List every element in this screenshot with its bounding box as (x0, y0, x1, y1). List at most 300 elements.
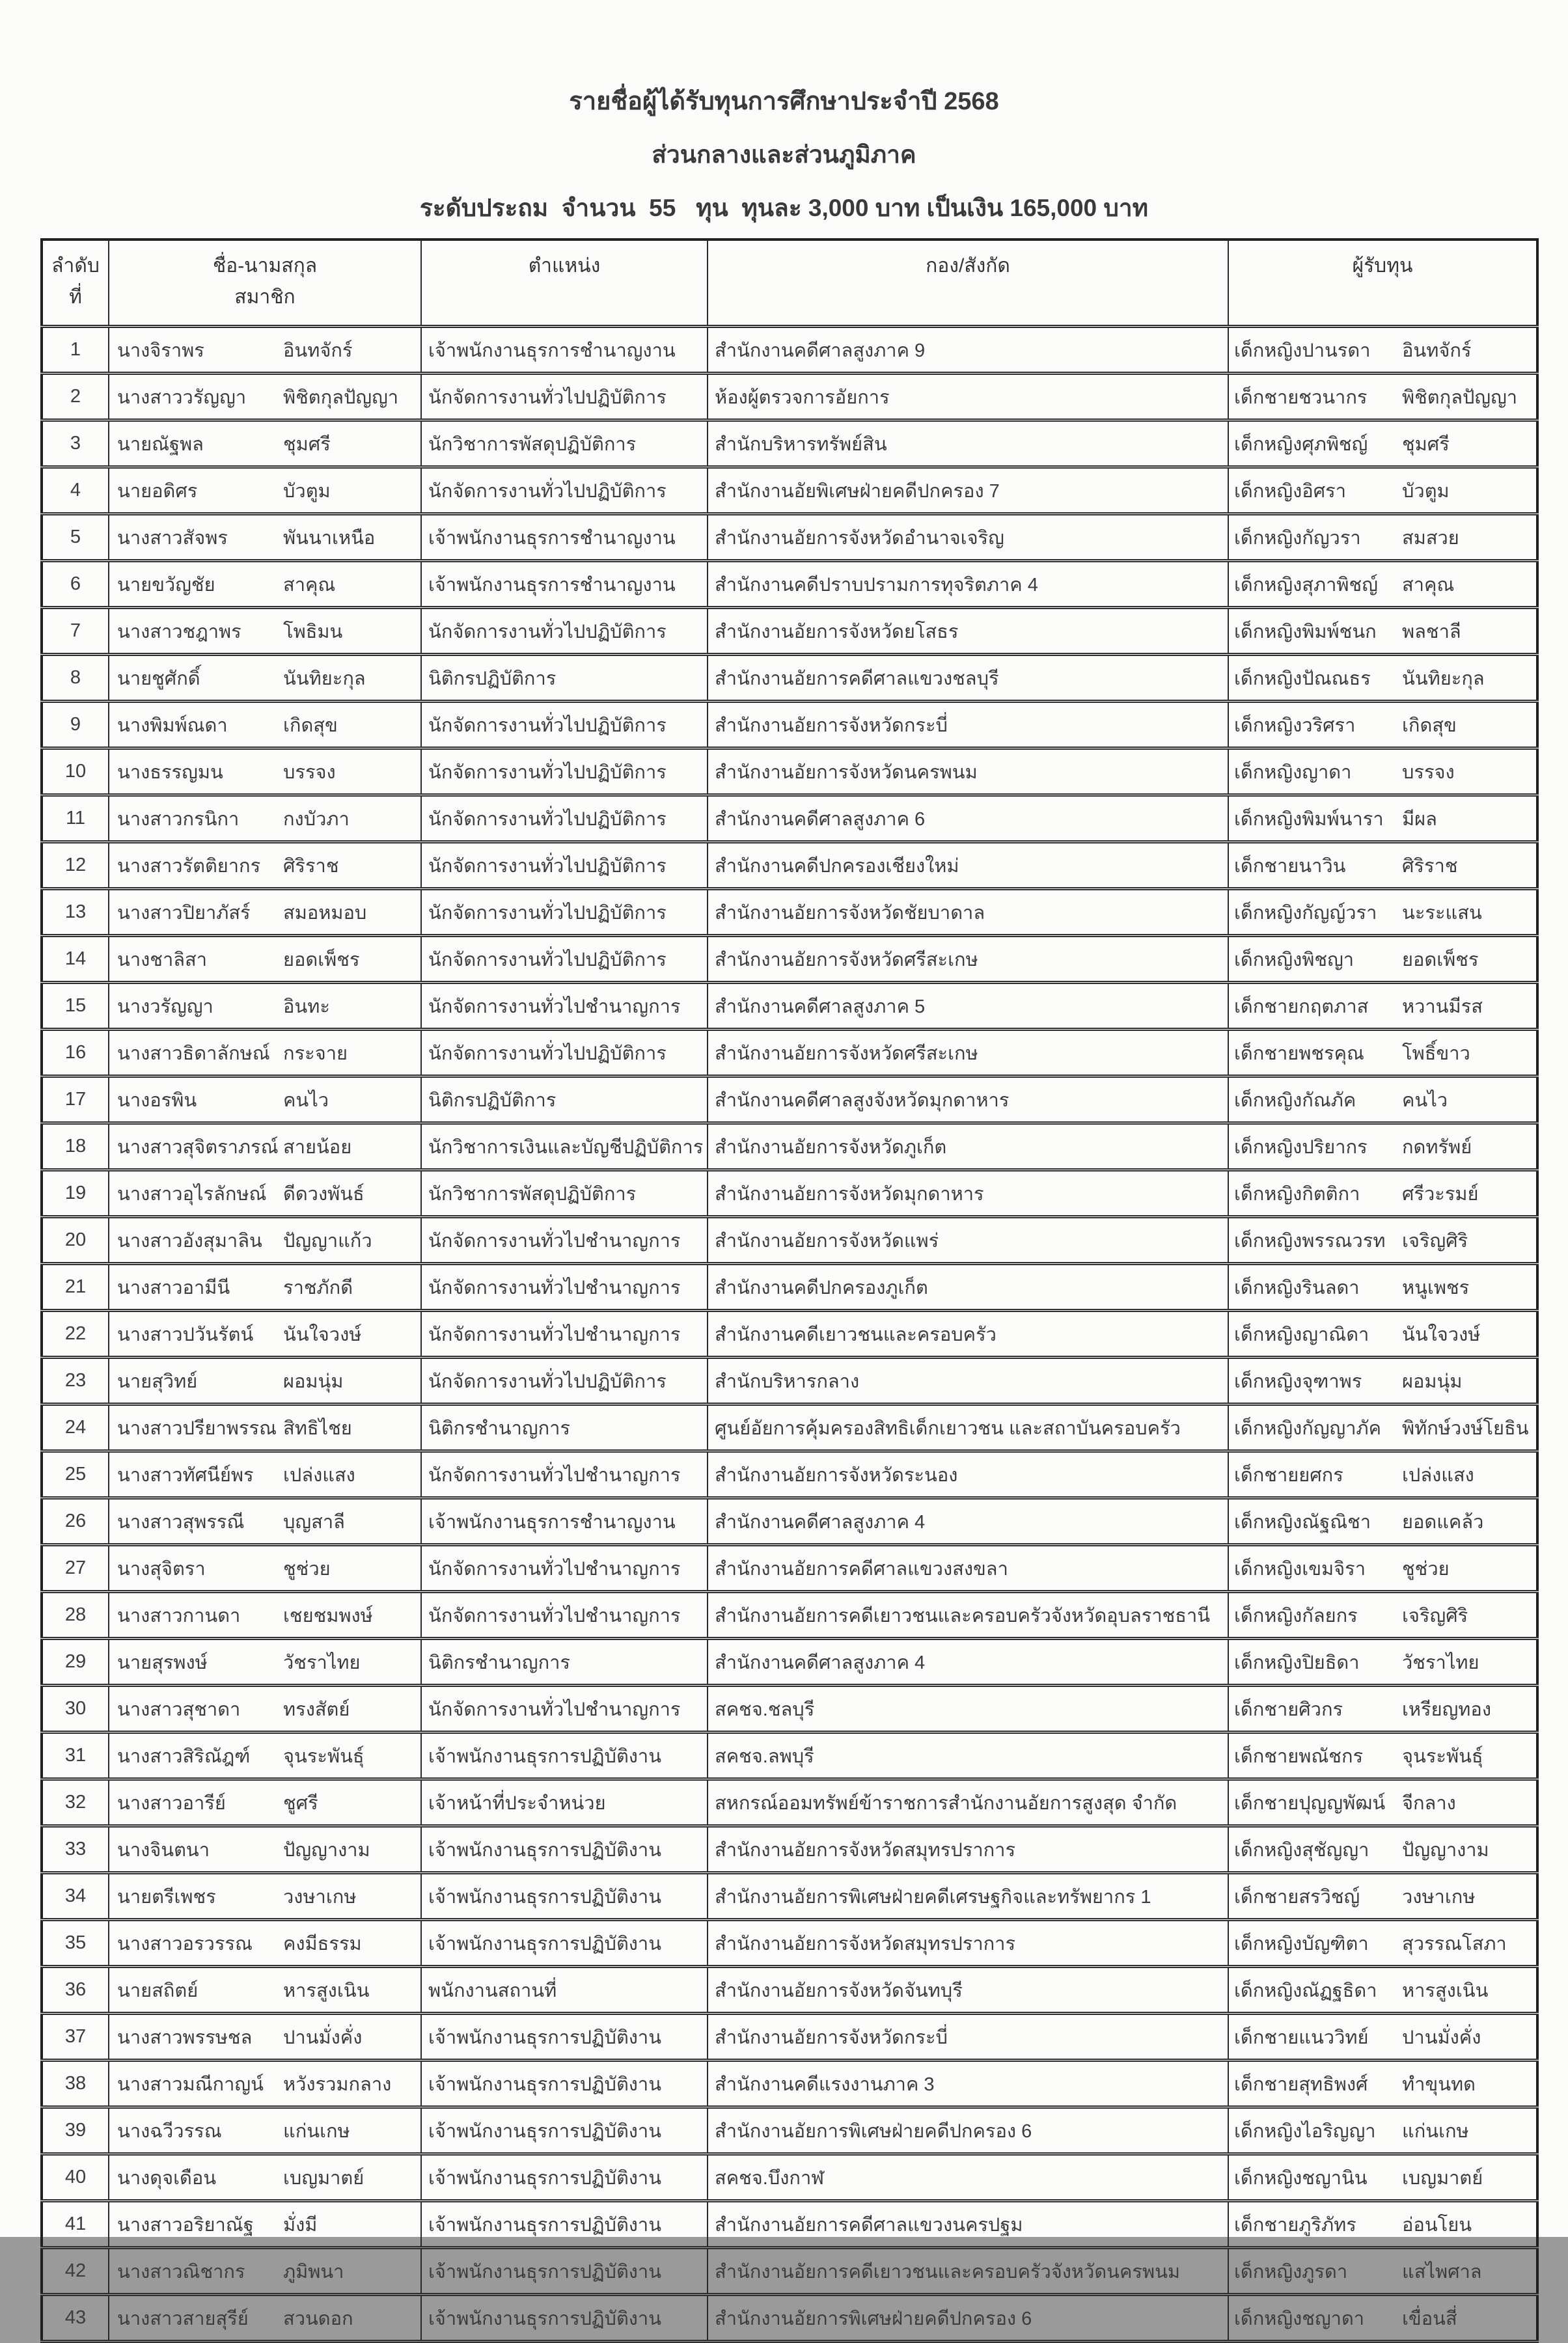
cell-division: สำนักบริหารกลาง (708, 1358, 1228, 1404)
member-last-name: ยอดเพ็ชร (283, 949, 360, 970)
cell-recipient (1228, 1358, 1537, 1404)
cell-row-number: 38 (42, 2061, 109, 2107)
cell-recipient (1228, 655, 1537, 702)
recipient-first-name: เด็กหญิงพิมพ์นารา (1234, 808, 1384, 830)
table-row (42, 983, 1537, 1030)
table-row (42, 1170, 1537, 1217)
recipient-first-name: เด็กหญิงศุภพิชญ์ (1234, 433, 1368, 455)
column-header-recipient-label: ผู้รับทุน (1352, 255, 1413, 277)
table-row (42, 2154, 1537, 2201)
member-last-name: พิชิตกุลปัญญา (283, 387, 399, 408)
table-row (42, 2295, 1537, 2342)
member-last-name: สมอหมอบ (283, 902, 367, 924)
cell-row-number: 42 (42, 2248, 109, 2295)
table-row (42, 2248, 1537, 2295)
cell-recipient (1228, 889, 1537, 936)
member-first-name: นางสาวอุไรลักษณ์ (117, 1183, 267, 1205)
recipient-last-name: ทำขุนทด (1402, 2074, 1476, 2095)
cell-member-name (109, 608, 421, 655)
member-last-name: ชูช่วย (283, 1558, 331, 1580)
member-last-name: เปล่งแสง (283, 1464, 355, 1486)
cell-row-number: 5 (42, 514, 109, 561)
cell-member-name (109, 2154, 421, 2201)
cell-row-number: 15 (42, 983, 109, 1030)
cell-member-name (109, 1311, 421, 1358)
cell-member-name (109, 1920, 421, 1967)
cell-row-number: 25 (42, 1451, 109, 1498)
table-row (42, 1264, 1537, 1311)
table-row (42, 420, 1537, 467)
recipient-first-name: เด็กหญิงกัญวรา (1234, 527, 1361, 549)
recipient-first-name: เด็กหญิงปัณณธร (1234, 668, 1371, 689)
recipient-last-name: ผอมนุ่ม (1402, 1371, 1463, 1392)
cell-position: เจ้าพนักงานธุรการปฏิบัติงาน (421, 1733, 708, 1779)
member-first-name: นางสาวอามีนี (117, 1277, 230, 1298)
table-row (42, 2061, 1537, 2107)
cell-member-name (109, 795, 421, 842)
recipient-last-name: ยอดแคล้ว (1402, 1511, 1484, 1533)
recipient-last-name: เกิดสุข (1402, 715, 1457, 736)
cell-recipient (1228, 514, 1537, 561)
member-first-name: นางสาวสุชาดา (117, 1699, 241, 1720)
member-last-name: กงบัวภา (283, 808, 350, 830)
cell-row-number: 10 (42, 748, 109, 795)
cell-position: นักจัดการงานทั่วไปปฏิบัติการ (421, 936, 708, 983)
column-header-division (708, 240, 1228, 327)
member-last-name: บุญสาลี (283, 1511, 345, 1533)
recipient-first-name: เด็กหญิงญาดา (1234, 761, 1352, 783)
cell-member-name (109, 1826, 421, 1873)
member-first-name: นางอรพิน (117, 1089, 197, 1111)
cell-position: พนักงานสถานที่ (421, 1967, 708, 2014)
cell-member-name (109, 983, 421, 1030)
recipient-first-name: เด็กหญิงปริยากร (1234, 1136, 1368, 1158)
member-first-name: นางวรัญญา (117, 996, 213, 1017)
cell-recipient (1228, 374, 1537, 420)
cell-recipient (1228, 1592, 1537, 1639)
table-header (42, 240, 1537, 327)
recipient-last-name: จุนระพันธุ์ (1402, 1746, 1483, 1767)
recipient-first-name: เด็กหญิงพิมพ์ชนก (1234, 621, 1377, 642)
cell-recipient (1228, 1170, 1537, 1217)
recipient-first-name: เด็กหญิงกัญญ์วรา (1234, 902, 1377, 924)
cell-position: เจ้าพนักงานธุรการปฏิบัติงาน (421, 2107, 708, 2154)
scholarship-recipients-table (40, 238, 1539, 2343)
member-first-name: นางธรรญมน (117, 761, 223, 783)
recipient-last-name: เขื่อนสี่ (1402, 2308, 1457, 2329)
member-first-name: นางสาวมณีกาญน์ (117, 2074, 264, 2095)
recipient-first-name: เด็กชายพชรคุณ (1234, 1043, 1364, 1064)
recipient-last-name: บรรจง (1402, 761, 1455, 783)
member-first-name: นางสาวอารีย์ (117, 1792, 226, 1814)
table-row (42, 702, 1537, 748)
cell-member-name (109, 2014, 421, 2061)
cell-position: เจ้าพนักงานธุรการปฏิบัติงาน (421, 1873, 708, 1920)
member-last-name: กระจาย (283, 1043, 348, 1064)
cell-row-number: 41 (42, 2201, 109, 2248)
cell-position: นิติกรชำนาญการ (421, 1639, 708, 1686)
recipient-first-name: เด็กชายยศกร (1234, 1464, 1343, 1486)
cell-member-name (109, 842, 421, 889)
cell-row-number: 13 (42, 889, 109, 936)
recipient-last-name: ศรีวะรมย์ (1402, 1183, 1479, 1205)
cell-row-number: 36 (42, 1967, 109, 2014)
cell-row-number: 2 (42, 374, 109, 420)
member-last-name: ภูมิพนา (283, 2261, 344, 2282)
cell-row-number: 14 (42, 936, 109, 983)
cell-position: นักจัดการงานทั่วไปปฏิบัติการ (421, 1030, 708, 1076)
cell-division: สำนักงานอัยการพิเศษฝ่ายคดีเศรษฐกิจและทรัพยากร 1 (708, 1873, 1228, 1920)
cell-member-name (109, 748, 421, 795)
recipient-last-name: หนูเพชร (1402, 1277, 1470, 1298)
cell-recipient (1228, 2061, 1537, 2107)
table-row (42, 1311, 1537, 1358)
cell-member-name (109, 2295, 421, 2342)
column-header-division-label: กอง/สังกัด (926, 255, 1010, 277)
recipient-first-name: เด็กหญิงพรรณวรท (1234, 1230, 1386, 1252)
cell-division: สำนักงานอัยการจังหวัดกระบี่ (708, 2014, 1228, 2061)
cell-row-number: 19 (42, 1170, 109, 1217)
cell-position: เจ้าพนักงานธุรการปฏิบัติงาน (421, 2201, 708, 2248)
recipient-last-name: เจริญศิริ (1402, 1230, 1468, 1252)
recipient-last-name: ปานมั่งคั่ง (1402, 2027, 1481, 2048)
cell-recipient (1228, 1123, 1537, 1170)
member-last-name: สิทธิไชย (283, 1418, 352, 1439)
cell-row-number: 8 (42, 655, 109, 702)
cell-row-number: 21 (42, 1264, 109, 1311)
table-row (42, 1451, 1537, 1498)
member-last-name: เกิดสุข (283, 715, 338, 736)
recipient-first-name: เด็กหญิงเขมจิรา (1234, 1558, 1366, 1580)
cell-recipient (1228, 842, 1537, 889)
recipient-first-name: เด็กหญิงญาณิดา (1234, 1324, 1369, 1345)
cell-member-name (109, 374, 421, 420)
cell-member-name (109, 467, 421, 514)
cell-member-name (109, 936, 421, 983)
member-last-name: เชยชมพงษ์ (283, 1605, 373, 1626)
cell-division: สำนักงานอัยการจังหวัดนครพนม (708, 748, 1228, 795)
recipient-last-name: ชูช่วย (1402, 1558, 1450, 1580)
cell-position: เจ้าพนักงานธุรการชำนาญงาน (421, 327, 708, 374)
recipient-last-name: หวานมีรส (1402, 996, 1483, 1017)
table-row (42, 1030, 1537, 1076)
cell-member-name (109, 1217, 421, 1264)
cell-recipient (1228, 1498, 1537, 1545)
cell-division: สำนักงานคดีปราบปรามการทุจริตภาค 4 (708, 561, 1228, 608)
recipient-last-name: มีผล (1402, 808, 1437, 830)
member-last-name: หวังรวมกลาง (283, 2074, 392, 2095)
recipient-last-name: บัวตูม (1402, 480, 1450, 502)
recipient-last-name: นันใจวงษ์ (1402, 1324, 1481, 1345)
member-first-name: นางสาวสิริณัฎฑ์ (117, 1746, 251, 1767)
cell-member-name (109, 1404, 421, 1451)
cell-division: สำนักงานอัยการคดีเยาวชนและครอบครัวจังหวัดอุบลราชธานี (708, 1592, 1228, 1639)
cell-division: สหกรณ์ออมทรัพย์ข้าราชการสำนักงานอัยการสูงสุด จำกัด (708, 1779, 1228, 1826)
cell-division: สำนักงานอัยการคดีศาลแขวงนครปฐม (708, 2201, 1228, 2248)
recipient-first-name: เด็กหญิงจุฑาพร (1234, 1371, 1362, 1392)
cell-division: สำนักงานอัยการจังหวัดระนอง (708, 1451, 1228, 1498)
recipient-first-name: เด็กหญิงพิชญา (1234, 949, 1355, 970)
member-first-name: นางสาวสุจิตราภรณ์ (117, 1136, 279, 1158)
member-last-name: พันนาเหนือ (283, 527, 376, 549)
recipient-first-name: เด็กชายพณัชกร (1234, 1746, 1364, 1767)
cell-division: สคชจ.บึงกาฬ (708, 2154, 1228, 2201)
cell-recipient (1228, 983, 1537, 1030)
cell-row-number: 7 (42, 608, 109, 655)
column-header-member-name-line1: ชื่อ-นามสกุล (212, 255, 318, 277)
page-subtitle: ส่วนกลางและส่วนภูมิภาค (652, 141, 916, 168)
cell-position: นักจัดการงานทั่วไปชำนาญการ (421, 983, 708, 1030)
member-last-name: คนไว (283, 1089, 329, 1111)
cell-division: สำนักงานอัยพิเศษฝ่ายคดีปกครอง 7 (708, 467, 1228, 514)
table-row (42, 1498, 1537, 1545)
cell-member-name (109, 1264, 421, 1311)
member-first-name: นางสาวอรวรรณ (117, 1933, 253, 1954)
cell-division: สำนักงานอัยการพิเศษฝ่ายคดีปกครอง 6 (708, 2295, 1228, 2342)
cell-recipient (1228, 748, 1537, 795)
member-first-name: นางสาวณิชากร (117, 2261, 245, 2282)
table-header-row (42, 240, 1537, 327)
cell-member-name (109, 514, 421, 561)
cell-recipient (1228, 1639, 1537, 1686)
recipient-first-name: เด็กหญิงปานรดา (1234, 340, 1371, 361)
recipient-first-name: เด็กชายนาวิน (1234, 855, 1346, 877)
cell-position: นักจัดการงานทั่วไปชำนาญการ (421, 1217, 708, 1264)
member-last-name: นันทิยะกุล (283, 668, 366, 689)
cell-member-name (109, 1170, 421, 1217)
cell-member-name (109, 702, 421, 748)
cell-recipient (1228, 1451, 1537, 1498)
member-first-name: นายสถิตย์ (117, 1980, 199, 2001)
recipient-first-name: เด็กชายสรวิชญ์ (1234, 1886, 1360, 1908)
cell-recipient (1228, 702, 1537, 748)
recipient-last-name: แก่นเกษ (1402, 2120, 1469, 2142)
table-row (42, 514, 1537, 561)
column-header-member-name-line2: สมาชิก (234, 286, 296, 308)
member-first-name: นางสาวธิดาลักษณ์ (117, 1043, 270, 1064)
cell-row-number: 26 (42, 1498, 109, 1545)
recipient-first-name: เด็กหญิงสุภาพิชญ์ (1234, 574, 1378, 596)
cell-position: เจ้าพนักงานธุรการปฏิบัติงาน (421, 2014, 708, 2061)
member-first-name: นางสาวอริยาณัฐ (117, 2214, 254, 2236)
cell-position: นักจัดการงานทั่วไปชำนาญการ (421, 1451, 708, 1498)
member-first-name: นางสาวปิยาภัสร์ (117, 902, 251, 924)
table-row (42, 2201, 1537, 2248)
cell-recipient (1228, 561, 1537, 608)
cell-position: นักจัดการงานทั่วไปปฏิบัติการ (421, 467, 708, 514)
cell-division: สำนักงานอัยการจังหวัดสมุทรปราการ (708, 1826, 1228, 1873)
member-last-name: นันใจวงษ์ (283, 1324, 362, 1345)
member-last-name: มั่งมี (283, 2214, 318, 2236)
member-first-name: นางชาลิสา (117, 949, 207, 970)
member-last-name: แก่นเกษ (283, 2120, 350, 2142)
table-row (42, 1076, 1537, 1123)
cell-recipient (1228, 795, 1537, 842)
table-row (42, 2014, 1537, 2061)
recipient-last-name: วัชราไทย (1402, 1652, 1479, 1673)
cell-row-number: 6 (42, 561, 109, 608)
cell-division: สำนักงานคดีศาลสูงภาค 6 (708, 795, 1228, 842)
column-header-row-number-line2: ที่ (69, 286, 82, 308)
cell-row-number: 43 (42, 2295, 109, 2342)
table-row (42, 842, 1537, 889)
cell-row-number: 37 (42, 2014, 109, 2061)
table-row (42, 1404, 1537, 1451)
cell-division: สำนักงานอัยการจังหวัดศรีสะเกษ (708, 1030, 1228, 1076)
cell-row-number: 20 (42, 1217, 109, 1264)
recipient-last-name: พิทักษ์วงษ์โยธิน (1402, 1418, 1529, 1439)
recipient-last-name: สุวรรณโสภา (1402, 1933, 1507, 1954)
cell-recipient (1228, 1779, 1537, 1826)
recipient-first-name: เด็กหญิงกัญญาภัค (1234, 1418, 1382, 1439)
cell-recipient (1228, 467, 1537, 514)
cell-division: สำนักงานอัยการจังหวัดยโสธร (708, 608, 1228, 655)
member-last-name: ราชภักดี (283, 1277, 353, 1298)
table-row (42, 1826, 1537, 1873)
cell-recipient (1228, 1311, 1537, 1358)
cell-position: นักจัดการงานทั่วไปชำนาญการ (421, 1592, 708, 1639)
member-last-name: เบญมาตย์ (283, 2167, 364, 2189)
member-last-name: ปัญญาแก้ว (283, 1230, 372, 1252)
table-row (42, 467, 1537, 514)
cell-position: นิติกรชำนาญการ (421, 1404, 708, 1451)
cell-row-number: 23 (42, 1358, 109, 1404)
cell-row-number: 27 (42, 1545, 109, 1592)
cell-recipient (1228, 420, 1537, 467)
recipient-last-name: ชุมศรี (1402, 433, 1450, 455)
cell-member-name (109, 2201, 421, 2248)
cell-recipient (1228, 608, 1537, 655)
recipient-last-name: เบญมาตย์ (1402, 2167, 1483, 2189)
cell-position: นักจัดการงานทั่วไปปฏิบัติการ (421, 1358, 708, 1404)
cell-division: สำนักงานคดีปกครองภูเก็ต (708, 1264, 1228, 1311)
table-row (42, 2107, 1537, 2154)
recipient-last-name: วงษาเกษ (1402, 1886, 1476, 1908)
cell-position: เจ้าพนักงานธุรการปฏิบัติงาน (421, 1826, 708, 1873)
table-row (42, 889, 1537, 936)
member-last-name: ศิริราช (283, 855, 339, 877)
cell-member-name (109, 420, 421, 467)
recipient-last-name: เปล่งแสง (1402, 1464, 1474, 1486)
document-header (0, 89, 1568, 221)
column-header-member-name (109, 240, 421, 327)
cell-position: เจ้าพนักงานธุรการชำนาญงาน (421, 514, 708, 561)
column-header-row-number-line1: ลำดับ (51, 255, 100, 277)
cell-recipient (1228, 1076, 1537, 1123)
table-row (42, 1592, 1537, 1639)
table-row (42, 655, 1537, 702)
member-last-name: สาคุณ (283, 574, 336, 596)
cell-recipient (1228, 2248, 1537, 2295)
recipient-first-name: เด็กชายศิวกร (1234, 1699, 1343, 1720)
cell-row-number: 22 (42, 1311, 109, 1358)
column-header-position-label: ตำแหน่ง (528, 255, 601, 277)
member-first-name: นางสาวสายสุรีย์ (117, 2308, 249, 2329)
cell-member-name (109, 2107, 421, 2154)
recipient-first-name: เด็กหญิงวริศรา (1234, 715, 1356, 736)
cell-position: นักจัดการงานทั่วไปปฏิบัติการ (421, 748, 708, 795)
member-first-name: นางสาวอังสุมาลิน (117, 1230, 262, 1252)
recipient-first-name: เด็กหญิงปิยธิดา (1234, 1652, 1360, 1673)
cell-member-name (109, 1030, 421, 1076)
member-first-name: นางสาวปรียาพรรณ (117, 1418, 277, 1439)
cell-division: สำนักงานคดีศาลสูงภาค 5 (708, 983, 1228, 1030)
member-last-name: ทรงสัตย์ (283, 1699, 350, 1720)
member-last-name: ปานมั่งคั่ง (283, 2027, 363, 2048)
cell-division: สำนักงานอัยการจังหวัดภูเก็ต (708, 1123, 1228, 1170)
member-first-name: นางสาวทัศนีย์พร (117, 1464, 254, 1486)
cell-division: สำนักงานอัยการจังหวัดศรีสะเกษ (708, 936, 1228, 983)
cell-division: ศูนย์อัยการคุ้มครองสิทธิเด็กเยาวชน และสถาบันครอบครัว (708, 1404, 1228, 1451)
member-first-name: นางจิราพร (117, 340, 204, 361)
recipient-first-name: เด็กหญิงบัญฑิตา (1234, 1933, 1369, 1954)
cell-member-name (109, 1076, 421, 1123)
member-last-name: วงษาเกษ (283, 1886, 357, 1908)
cell-recipient (1228, 1217, 1537, 1264)
cell-division: สำนักงานอัยการจังหวัดสมุทรปราการ (708, 1920, 1228, 1967)
cell-position: นักจัดการงานทั่วไปปฏิบัติการ (421, 795, 708, 842)
table-row (42, 374, 1537, 420)
cell-position: นิติกรปฏิบัติการ (421, 655, 708, 702)
cell-position: เจ้าพนักงานธุรการชำนาญงาน (421, 561, 708, 608)
member-last-name: ชุมศรี (283, 433, 331, 455)
table-row (42, 795, 1537, 842)
recipient-first-name: เด็กหญิงสุชัญญา (1234, 1839, 1369, 1861)
cell-member-name (109, 1358, 421, 1404)
member-last-name: สายน้อย (283, 1136, 352, 1158)
member-first-name: นางสาวกานดา (117, 1605, 241, 1626)
cell-member-name (109, 327, 421, 374)
recipient-last-name: โพธิ์ขาว (1402, 1043, 1470, 1064)
member-first-name: นายชูศักดิ์ (117, 668, 200, 689)
table-row (42, 1779, 1537, 1826)
member-first-name: นายสุวิทย์ (117, 1371, 198, 1392)
cell-division: สำนักงานอัยการพิเศษฝ่ายคดีปกครอง 6 (708, 2107, 1228, 2154)
recipient-last-name: เจริญศิริ (1402, 1605, 1468, 1626)
table-row (42, 1639, 1537, 1686)
cell-member-name (109, 1592, 421, 1639)
cell-member-name (109, 655, 421, 702)
cell-division: สำนักบริหารทรัพย์สิน (708, 420, 1228, 467)
cell-division: สำนักงานคดีศาลสูงภาค 4 (708, 1639, 1228, 1686)
cell-row-number: 1 (42, 327, 109, 374)
member-first-name: นายณัฐพล (117, 433, 204, 455)
cell-member-name (109, 1123, 421, 1170)
recipient-last-name: พิชิตกุลปัญญา (1402, 387, 1518, 408)
cell-row-number: 28 (42, 1592, 109, 1639)
cell-division: สำนักงานคดีศาลสูงภาค 4 (708, 1498, 1228, 1545)
recipient-first-name: เด็กชายชวนากร (1234, 387, 1368, 408)
recipient-first-name: เด็กหญิงกัณภัค (1234, 1089, 1356, 1111)
recipient-first-name: เด็กหญิงณัฐณิชา (1234, 1511, 1371, 1533)
cell-position: นักจัดการงานทั่วไปปฏิบัติการ (421, 608, 708, 655)
recipient-first-name: เด็กชายกฤตภาส (1234, 996, 1369, 1017)
member-first-name: นางสาวรัตติยากร (117, 855, 261, 877)
cell-position: นักจัดการงานทั่วไปชำนาญการ (421, 1686, 708, 1733)
member-last-name: อินทจักร์ (283, 340, 353, 361)
table-row (42, 1967, 1537, 2014)
cell-division: สำนักงานอัยการคดีศาลแขวงสงขลา (708, 1545, 1228, 1592)
cell-row-number: 34 (42, 1873, 109, 1920)
cell-recipient (1228, 2295, 1537, 2342)
cell-member-name (109, 1498, 421, 1545)
cell-row-number: 24 (42, 1404, 109, 1451)
cell-member-name (109, 1451, 421, 1498)
cell-division: สคชจ.ชลบุรี (708, 1686, 1228, 1733)
cell-division: สำนักงานอัยการจังหวัดชัยบาดาล (708, 889, 1228, 936)
recipient-last-name: เหรียญทอง (1402, 1699, 1491, 1720)
cell-member-name (109, 889, 421, 936)
